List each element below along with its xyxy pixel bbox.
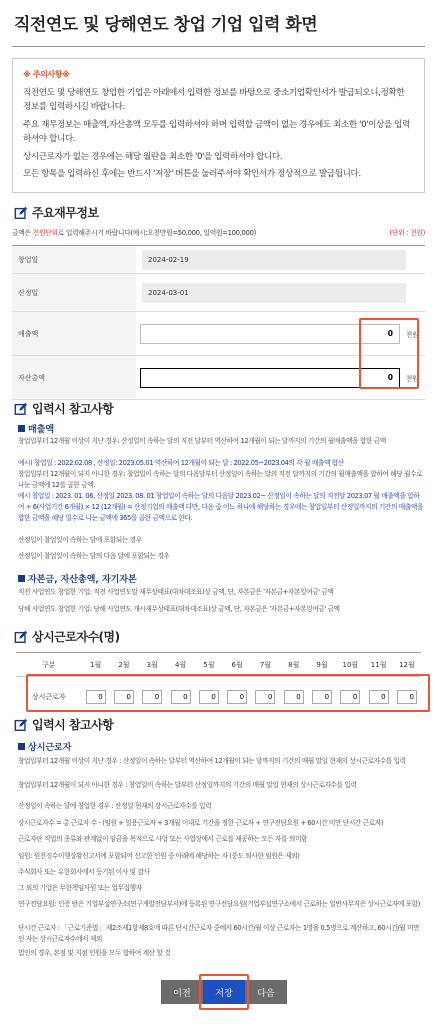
month-input-3[interactable] [142, 690, 162, 704]
unit-note [12, 227, 425, 237]
unit-note-red: 천원단위 [32, 229, 58, 237]
ref-line: 법인의 경우, 본점 및 지점 인원을 모두 합하여 계산 할 것 [18, 949, 171, 957]
assets-unit: 천원 [406, 374, 419, 382]
col-header: 7월 [259, 660, 272, 669]
employees-row-label: 상시근로자 [31, 693, 66, 701]
month-input-4[interactable] [171, 690, 191, 704]
employees-table [16, 652, 421, 717]
employees-row [16, 677, 421, 717]
form-row-startdate [12, 246, 425, 274]
finance-title: 주요재무정보 [32, 206, 99, 220]
col-header: 12월 [399, 660, 415, 669]
assets-label: 자산총액 [12, 356, 136, 399]
next-button[interactable]: 다음 [245, 980, 287, 1004]
prev-button[interactable]: 이전 [161, 980, 203, 1004]
ref1-sub-assets [18, 572, 137, 585]
edit-icon [14, 402, 28, 416]
calcdate-label: 산정일 [12, 274, 136, 311]
col-header: 6월 [231, 660, 243, 669]
finance-section-title [14, 204, 99, 221]
ref1-sub-sales [18, 422, 54, 435]
ref-line: 주식회사 또는 유한회사에서 등기된 이사 및 감사 [18, 868, 150, 876]
ref-line: 직전 사업연도 창업한 기업: 직전 사업연도말 재무상태표(대차대조표)상 금액, 단, 자본금은 '자본금+자본잉여금' 금액 [18, 588, 334, 596]
ref2-title: 입력시 참고사항 [32, 718, 114, 732]
ref2-sub-label: 상시근로자 [28, 743, 72, 753]
bullet-square-icon [18, 425, 25, 432]
month-input-6[interactable] [227, 690, 247, 704]
col-header: 11월 [370, 660, 387, 669]
col-header: 2월 [118, 660, 130, 669]
title-divider [12, 46, 425, 47]
form-row-calcdate [12, 274, 425, 312]
form-row-assets [12, 356, 425, 400]
unit-label: (단위 : 천원) [389, 229, 425, 237]
ref-line: 연구전담요원: 인증 받은 기업부설연구소(연구개발전담부서)에 등록된 연구전담요원(기업부설연구소에서 근로하는 일반사무직은 상시근로자에 포함) [18, 900, 420, 908]
ref1-sub1-label: 매출액 [28, 425, 55, 435]
month-input-5[interactable] [199, 690, 219, 704]
bullet-square-icon [18, 743, 25, 750]
save-button[interactable]: 저장 [203, 980, 245, 1004]
month-input-9[interactable] [312, 690, 332, 704]
employees-section-title [14, 628, 120, 645]
col-header: 1월 [90, 660, 102, 669]
col-header: 9월 [316, 660, 328, 669]
sales-input[interactable] [140, 324, 400, 344]
ref1-sub2-label: 자본금, 자산총액, 자기자본 [28, 575, 137, 585]
month-input-7[interactable] [255, 690, 275, 704]
notice-line: 상시근로자가 없는 경우에는 해당 월란을 최소한 '0'을 입력하셔야 합니다. [23, 151, 283, 162]
col-header: 10월 [342, 660, 359, 669]
month-input-1[interactable] [86, 690, 106, 704]
unit-note-suffix: 로 입력해주시기 바랍니다(예시:오천만원=50,000, 일억원=100,000) [57, 229, 256, 237]
ref-line: 예시) 창업일 : 2022.02.08 , 산정일: 2023.05.01 역산하여 12개월이 되는 달 : 2022.05~2023.04의 각 월 매출액 합산 [18, 459, 344, 467]
sales-label: 매출액 [12, 312, 136, 355]
finance-form [12, 245, 425, 400]
notice-box [12, 58, 425, 193]
col-header: 4월 [174, 660, 187, 669]
ref-line: 근로자란 직업의 종류와 관계없이 임금을 목적으로 사업 또는 사업장에서 근로를 제공하는 모든 자를 의미함 [18, 835, 308, 843]
ref1-title: 입력시 참고사항 [32, 402, 114, 416]
ref-line: 창업일부터 12개월 이상이 지난 경우 : 산정일이 속하는 달부터 역산하여 12개월이 되는 달까지의 기간의 매월 말일 현재의 상시근로자수를 입력 [18, 757, 406, 765]
form-row-sales [12, 312, 425, 356]
month-input-11[interactable] [369, 690, 389, 704]
month-input-10[interactable] [340, 690, 360, 704]
ref-line: 산정일이 창업일이 속하는 달에 포함되는 경우 [18, 536, 142, 544]
ref-line: 그 외의 기업은 무한책임사원 또는 업무집행자 [18, 884, 142, 892]
calcdate-value: 2024-03-01 [142, 283, 406, 303]
ref1-section-title [14, 400, 113, 417]
col-header: 8월 [288, 660, 300, 669]
ref-line: 창업일부터 12개월 이상이 지난 경우: 산정일이 속하는 달의 직전 달부터 역산하여 12개월이 되는 달까지의 기간의 월매출액을 합한 금액 [18, 437, 386, 445]
month-input-8[interactable] [284, 690, 304, 704]
ref-line: 임원: 원천징수이행상황신고서에 포함되어 신고한 인원 중 아래에 해당하는 자 (중도 퇴사한 임원은 제외) [18, 852, 300, 860]
ref-line: 산정일이 속하는 달에 창업한 경우 : 산정일 현재의 상시근로자수를 입력 [18, 802, 212, 810]
ref-line: 창업일부터 12개월이 되지 아니한 경우 : 창업일이 속하는 달부터 산정일까지의 기간의 매월 말일 현재의 상시근로자수를 입력 [18, 781, 357, 789]
edit-icon [14, 718, 28, 732]
bullet-square-icon [18, 575, 25, 582]
startdate-value: 2024-02-19 [142, 250, 406, 270]
col-header: 구분 [41, 660, 56, 669]
ref-line: 창업일부터 12개월이 되지 아니한 경우: 창업일이 속하는 달의 다음달부터 산정일이 속하는 달의 직전 달까지의 기간의 월매출액을 합하여 해당 월수로 나눈 금액에 12를 곱한 금액. [18, 470, 423, 489]
startdate-label: 창업일 [12, 246, 136, 273]
month-input-2[interactable] [114, 690, 134, 704]
notice-head: ※ 주의사항※ [23, 70, 70, 79]
edit-icon [14, 630, 28, 644]
ref2-section-title [14, 716, 113, 733]
unit-note-prefix: 금액은 [12, 229, 33, 237]
ref-line: 당해 사업연도 창업한 기업: 당해 사업연도 개시재무상태표(대차대조표)상 금액, 단, 자본금은 '자본금+자본잉여금' 금액 [18, 605, 340, 613]
employees-header-row [16, 653, 421, 677]
employees-title: 상시근로자수(명) [32, 630, 120, 644]
ref-line: 예시 창업일 : 2023. 01. 06, 산정일 2023. 08. 01 창업일이 속하는 달의 다음달 2023.02~ 산정일이 속하는 달의 직전달 2023.07 월 매출액을 합하여 ÷ 6(사업기간 6개월) × 12 (12개월) = 산정기업의 매출액 다만, 다음 중 어느 하나에 해당하는 경우에는 창업일부터 산정일까지의 기간의 매출액을 합한 금액을 해당 일수로 나눈 금액에 365를 곱한 금액으로 한다. [18, 492, 423, 522]
notice-line: 직전연도 및 당해연도 창업한 기업은 아래에서 입력한 정보를 바탕으로 중소기업확인서가 발급되오니,정확한 정보를 입력하시길 바랍니다. [23, 87, 405, 112]
notice-line: 모든 항목을 입력하신 후에는 반드시 '저장' 버튼을 눌러주셔야 확인서가 정상적으로 발급됩니다. [23, 169, 361, 179]
ref-line: 단시간 근로자 : 「근로기준법」 제2조제1항제8호에 따른 단시간근로자 중에서 60시간/월 이상 근로자는 1명을 0.5명으로 계산하고, 60시간/월 미만인 자는 상시근로자수에서 제외 [18, 924, 420, 943]
ref2-sub [18, 740, 71, 753]
page-title: 직전연도 및 당해연도 창업 기업 입력 화면 [14, 15, 318, 35]
notice-line: 주요 재무정보는 매출액,자산총액 모두를 입력하셔야 하며 입력할 금액이 없는 경우에도 최소한 '0'이상을 입력하셔야 합니다. [23, 119, 410, 144]
ref-line: 산정일이 창업일이 속하는 달의 다음 달에 포함되는 경우 [18, 552, 170, 560]
sales-unit: 천원 [406, 330, 419, 338]
col-header: 3월 [146, 660, 158, 669]
edit-icon [14, 206, 28, 220]
col-header: 5월 [203, 660, 215, 669]
assets-input[interactable] [140, 368, 400, 388]
month-input-12[interactable] [397, 690, 417, 704]
ref-line: 상시근로자수 = 총 근로자 수 - (임원 + 일용근로자 + 3개월 이내로 기간을 정한 근로자 + 연구전담요원 + 60시간 미만 단시간 근로자) [18, 819, 384, 827]
